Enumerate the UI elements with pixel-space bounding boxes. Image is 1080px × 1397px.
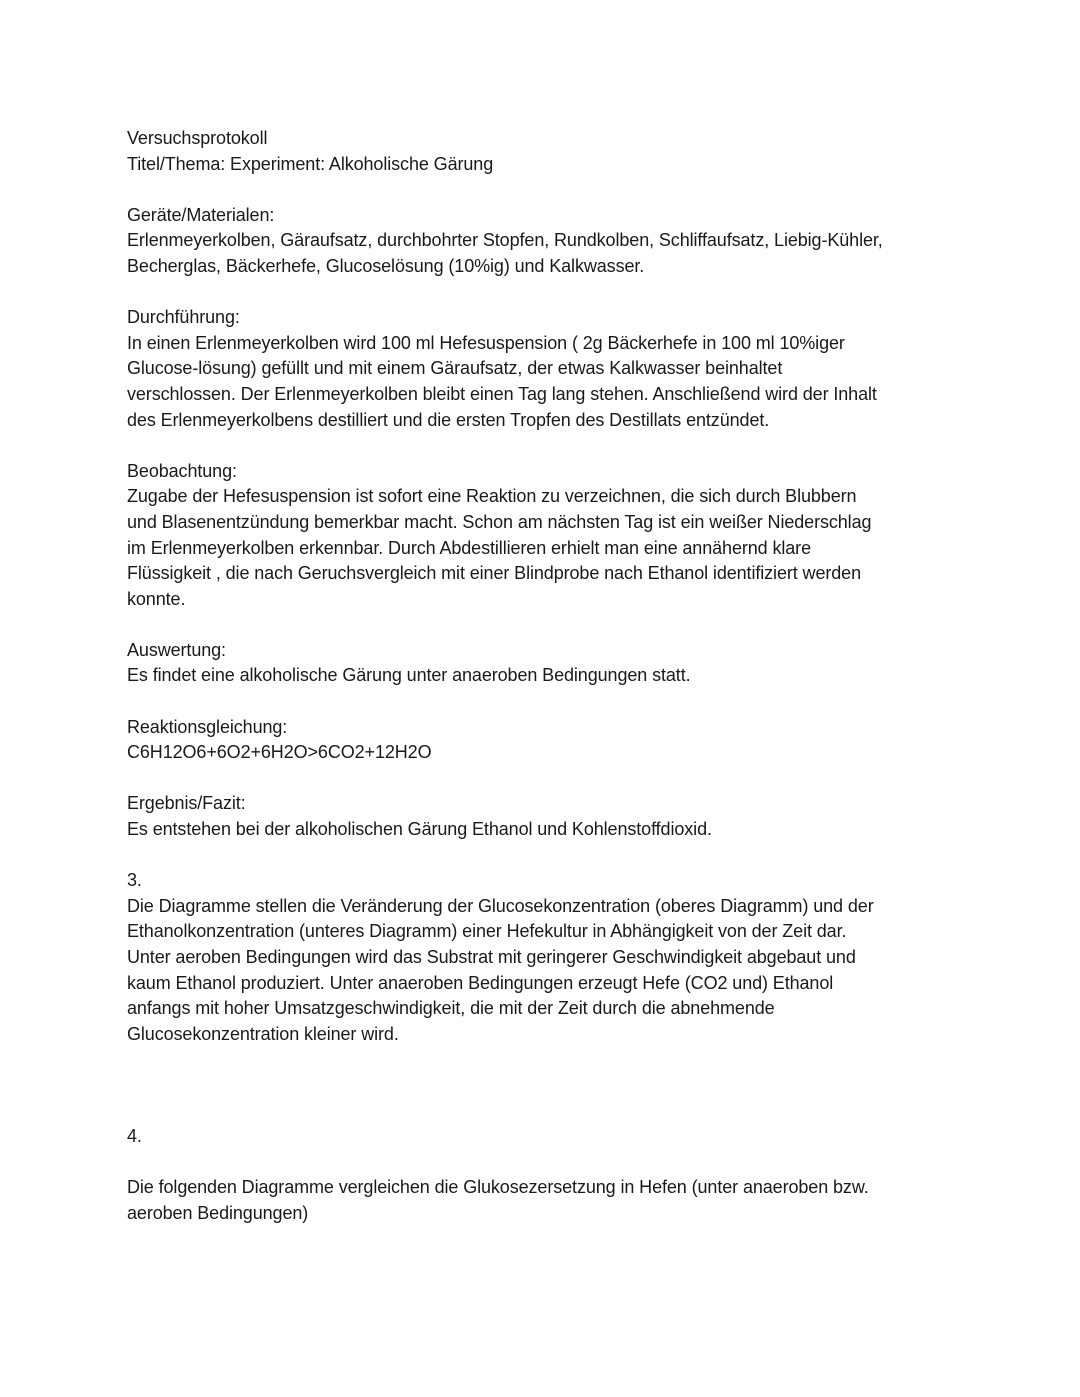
section-heading: Durchführung: [127,307,240,328]
section-text-line: Unter aeroben Bedingungen wird das Substrat mit geringerer Geschwindigkeit abgebaut und [127,947,856,967]
section-text-line: und Blasenentzündung bemerkbar macht. Schon am nächsten Tag ist ein weißer Niederschlag [127,511,872,532]
spacer [127,1150,957,1176]
section-text-line: Ethanolkonzentration (unteres Diagramm) einer Hefekultur in Abhängigkeit von der Zeit dar. [127,921,847,942]
spacer [127,766,957,792]
reaction-equation: C6H12O6+6O2+6H2O>6CO2+12H2O [127,742,432,763]
section-heading: Reaktionsgleichung: [127,716,288,737]
section-result [127,791,957,842]
section-text-line: Die Diagramme stellen die Veränderung der Glucosekonzentration (oberes Diagramm) und der [127,895,874,916]
section-heading: Beobachtung: [127,460,237,481]
section-text-line: Erlenmeyerkolben, Gäraufsatz, durchbohrter Stopfen, Rundkolben, Schliffaufsatz, Liebig-Kühler, [127,230,883,251]
task-number: 4. [127,1126,142,1147]
section-task-4 [127,1124,957,1226]
section-evaluation [127,638,957,689]
spacer [127,433,957,459]
section-text-line: Es entstehen bei der alkoholischen Gärung Ethanol und Kohlenstoffdioxid. [127,819,712,840]
section-text-line: Es findet eine alkoholische Gärung unter anaeroben Bedingungen statt. [127,665,691,686]
spacer [127,843,957,869]
section-text-line: kaum Ethanol produziert. Unter anaeroben Bedingungen erzeugt Hefe (CO2 und) Ethanol [127,972,834,993]
section-heading: Ergebnis/Fazit: [127,793,246,814]
spacer [127,689,957,715]
document-type: Versuchsprotokoll [127,128,268,148]
section-text-line: konnte. [127,588,186,609]
section-heading: Geräte/Materialen: [127,204,275,225]
section-text-line: In einen Erlenmeyerkolben wird 100 ml Hefesuspension ( 2g Bäckerhefe in 100 ml 10%iger [127,332,845,353]
section-text-line: Glucose-lösung) gefüllt und mit einem Gäraufsatz, der etwas Kalkwasser beinhaltet [127,358,783,379]
spacer [127,177,957,203]
section-procedure [127,305,957,433]
section-text-line: im Erlenmeyerkolben erkennbar. Durch Abdestillieren erhielt man eine annähernd klare [127,537,811,558]
document-title: Titel/Thema: Experiment: Alkoholische Gärung [127,153,494,174]
spacer [127,1047,957,1124]
section-materials [127,203,957,280]
task-number: 3. [127,870,142,891]
spacer [127,280,957,306]
section-observation [127,459,957,613]
section-text-line: des Erlenmeyerkolbens destilliert und die ersten Tropfen des Destillats entzündet. [127,409,770,430]
section-equation [127,715,957,766]
section-task-3 [127,868,957,1047]
section-text-line: Die folgenden Diagramme vergleichen die Glukosezersetzung in Hefen (unter anaeroben bzw. [127,1177,869,1198]
section-text-line: Flüssigkeit , die nach Geruchsvergleich mit einer Blindprobe nach Ethanol identifiziert werden [127,563,861,584]
section-text-line: Becherglas, Bäckerhefe, Glucoselösung (10%ig) und Kalkwasser. [127,255,645,276]
section-text-line: Glucosekonzentration kleiner wird. [127,1023,399,1044]
section-text-line: verschlossen. Der Erlenmeyerkolben bleibt einen Tag lang stehen. Anschließend wird der Inhalt [127,383,877,404]
section-heading: Auswertung: [127,639,226,660]
section-text-line: Zugabe der Hefesuspension ist sofort eine Reaktion zu verzeichnen, die sich durch Blubbern [127,486,857,507]
spacer [127,612,957,638]
section-text-line: aeroben Bedingungen) [127,1202,309,1223]
section-text-line: anfangs mit hoher Umsatzgeschwindigkeit, die mit der Zeit durch die abnehmende [127,998,775,1019]
document-body [127,126,957,1227]
